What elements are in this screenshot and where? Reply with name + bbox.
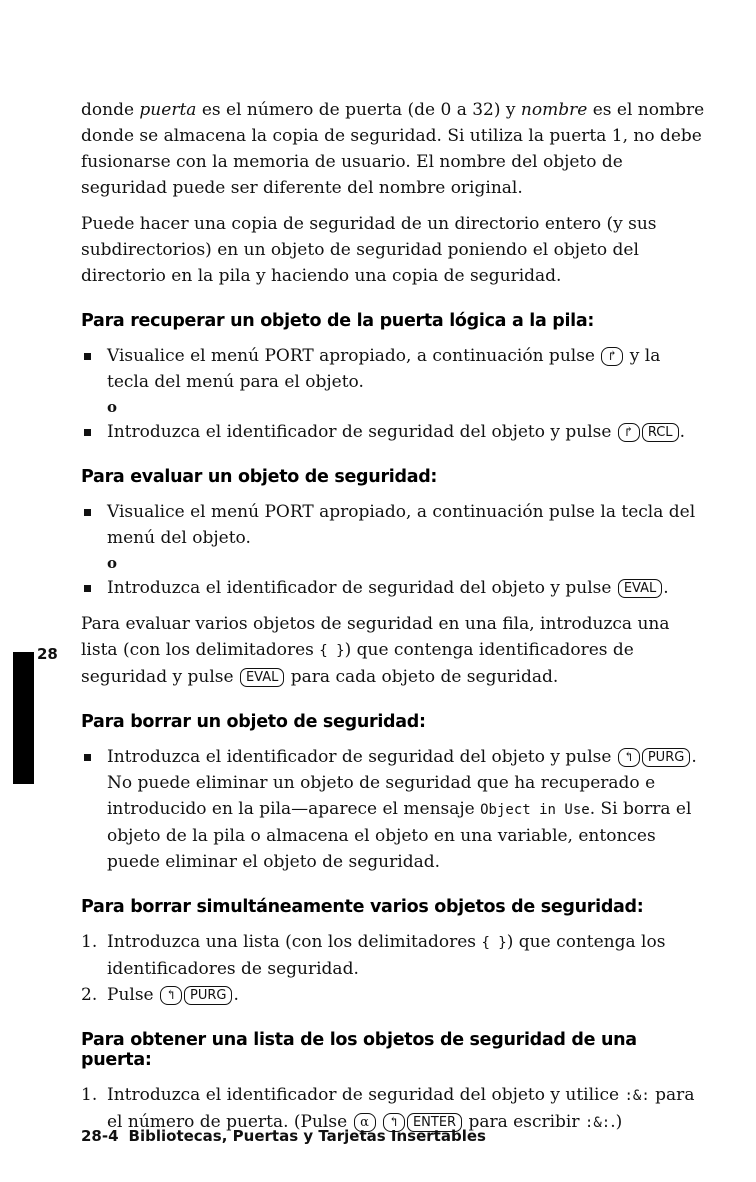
chapter-title: Bibliotecas, Puertas y Tarjetas Insertables xyxy=(128,1127,486,1145)
left-shift-key-icon: ↰ xyxy=(618,748,640,767)
enter-key: ENTER xyxy=(407,1113,462,1132)
right-shift-key-icon: ↱ xyxy=(601,347,623,366)
text: . xyxy=(663,578,669,598)
text: y la tecla del menú para el objeto. xyxy=(107,346,661,392)
steps-borrar-varios xyxy=(81,929,706,1008)
section-heading-evaluar: Para evaluar un objeto de seguridad: xyxy=(81,467,438,487)
text: Visualice el menú PORT apropiado, a continuación pulse xyxy=(107,346,601,366)
list-delimiters: { } xyxy=(319,643,345,659)
text: donde xyxy=(81,100,140,120)
text: .) xyxy=(610,1112,623,1132)
text: Introduzca el identificador de seguridad del objeto y pulse xyxy=(107,422,617,442)
text: . xyxy=(679,422,685,442)
text: para el número de puerta. (Pulse xyxy=(107,1085,695,1132)
or-separator: o xyxy=(107,398,118,416)
text: Introduzca el identificador de seguridad del objeto y utilice xyxy=(107,1085,625,1105)
intro-paragraph-1 xyxy=(81,97,706,201)
section-heading-recuperar: Para recuperar un objeto de la puerta lógica a la pila: xyxy=(81,311,595,331)
param-puerta: puerta xyxy=(139,100,197,120)
text: Introduzca el identificador de seguridad del objeto y pulse xyxy=(107,747,617,767)
text: es el número de puerta (de 0 a 32) y xyxy=(196,100,521,120)
text: Para evaluar varios objetos de seguridad en una fila, introduzca una lista (con los delimitadores xyxy=(81,614,670,660)
right-shift-key-icon: ↱ xyxy=(618,423,640,442)
text: Pulse xyxy=(107,985,160,1005)
list-item xyxy=(81,982,706,1008)
text: ) que contenga identificadores de seguridad y pulse xyxy=(81,640,634,687)
or-separator: o xyxy=(107,554,118,572)
step-number: 1. xyxy=(81,932,98,952)
section-heading-obtener-lista: Para obtener una lista de los objetos de seguridad de una puerta: xyxy=(81,1030,637,1070)
step-number: 2. xyxy=(81,985,98,1005)
param-nombre: nombre xyxy=(520,100,588,120)
list-borrar xyxy=(81,744,706,875)
alpha-key-icon: α xyxy=(354,1113,376,1132)
purg-key: PURG xyxy=(184,986,232,1005)
left-shift-key-icon: ↰ xyxy=(383,1113,405,1132)
text: . xyxy=(233,985,239,1005)
list-item xyxy=(81,343,706,395)
eval-key: EVAL xyxy=(618,579,662,598)
port-tag-symbol: :&: xyxy=(624,1088,650,1104)
page-footer xyxy=(81,1127,486,1145)
text: para escribir xyxy=(463,1112,585,1132)
list-delimiters: { } xyxy=(481,935,507,951)
intro-paragraph-2: Puede hacer una copia de seguridad de un directorio entero (y sus subdirectorios) en un objeto de seguridad poniendo el objeto del directorio en la pila y haciendo una copia de seguridad. xyxy=(81,214,657,286)
text: Introduzca el identificador de seguridad del objeto y pulse xyxy=(107,578,617,598)
list-item: Visualice el menú PORT apropiado, a continuación pulse la tecla del menú del objeto. xyxy=(81,499,706,551)
list-item xyxy=(81,419,706,445)
step-number: 1. xyxy=(81,1085,98,1105)
text: Introduzca una lista (con los delimitadores xyxy=(107,932,482,952)
text: . No puede eliminar un objeto de seguridad que ha recuperado e introducido en la pila—aparece el mensaje xyxy=(107,747,697,819)
list-item xyxy=(81,575,706,601)
chapter-tab-bar xyxy=(13,652,34,784)
list-recuperar xyxy=(81,343,706,445)
text: ) que contenga los identificadores de seguridad. xyxy=(107,932,666,979)
page-body xyxy=(81,97,706,1136)
error-message: Object in Use xyxy=(480,802,590,818)
paragraph-evaluar-varios xyxy=(81,611,706,690)
port-tag-symbol: :&: xyxy=(584,1115,611,1131)
chapter-tab-number: 28 xyxy=(37,645,58,663)
section-heading-borrar: Para borrar un objeto de seguridad: xyxy=(81,712,426,732)
purg-key: PURG xyxy=(642,748,690,767)
text: es el nombre donde se almacena la copia de seguridad. Si utiliza la puerta 1, no debe fusionarse con la memoria de usuario. El nombre del objeto de seguridad puede ser diferente del nombre original. xyxy=(81,100,705,198)
list-item xyxy=(81,929,706,982)
text: para cada objeto de seguridad. xyxy=(285,667,559,687)
list-evaluar xyxy=(81,499,706,601)
section-heading-borrar-varios: Para borrar simultáneamente varios objetos de seguridad: xyxy=(81,897,644,917)
page-number: 28-4 xyxy=(81,1127,119,1145)
left-shift-key-icon: ↰ xyxy=(160,986,182,1005)
rcl-key: RCL xyxy=(642,423,679,442)
list-item xyxy=(81,744,706,875)
eval-key: EVAL xyxy=(240,668,284,687)
text: . Si borra el objeto de la pila o almacena el objeto en una variable, entonces puede eliminar el objeto de seguridad. xyxy=(107,799,692,872)
